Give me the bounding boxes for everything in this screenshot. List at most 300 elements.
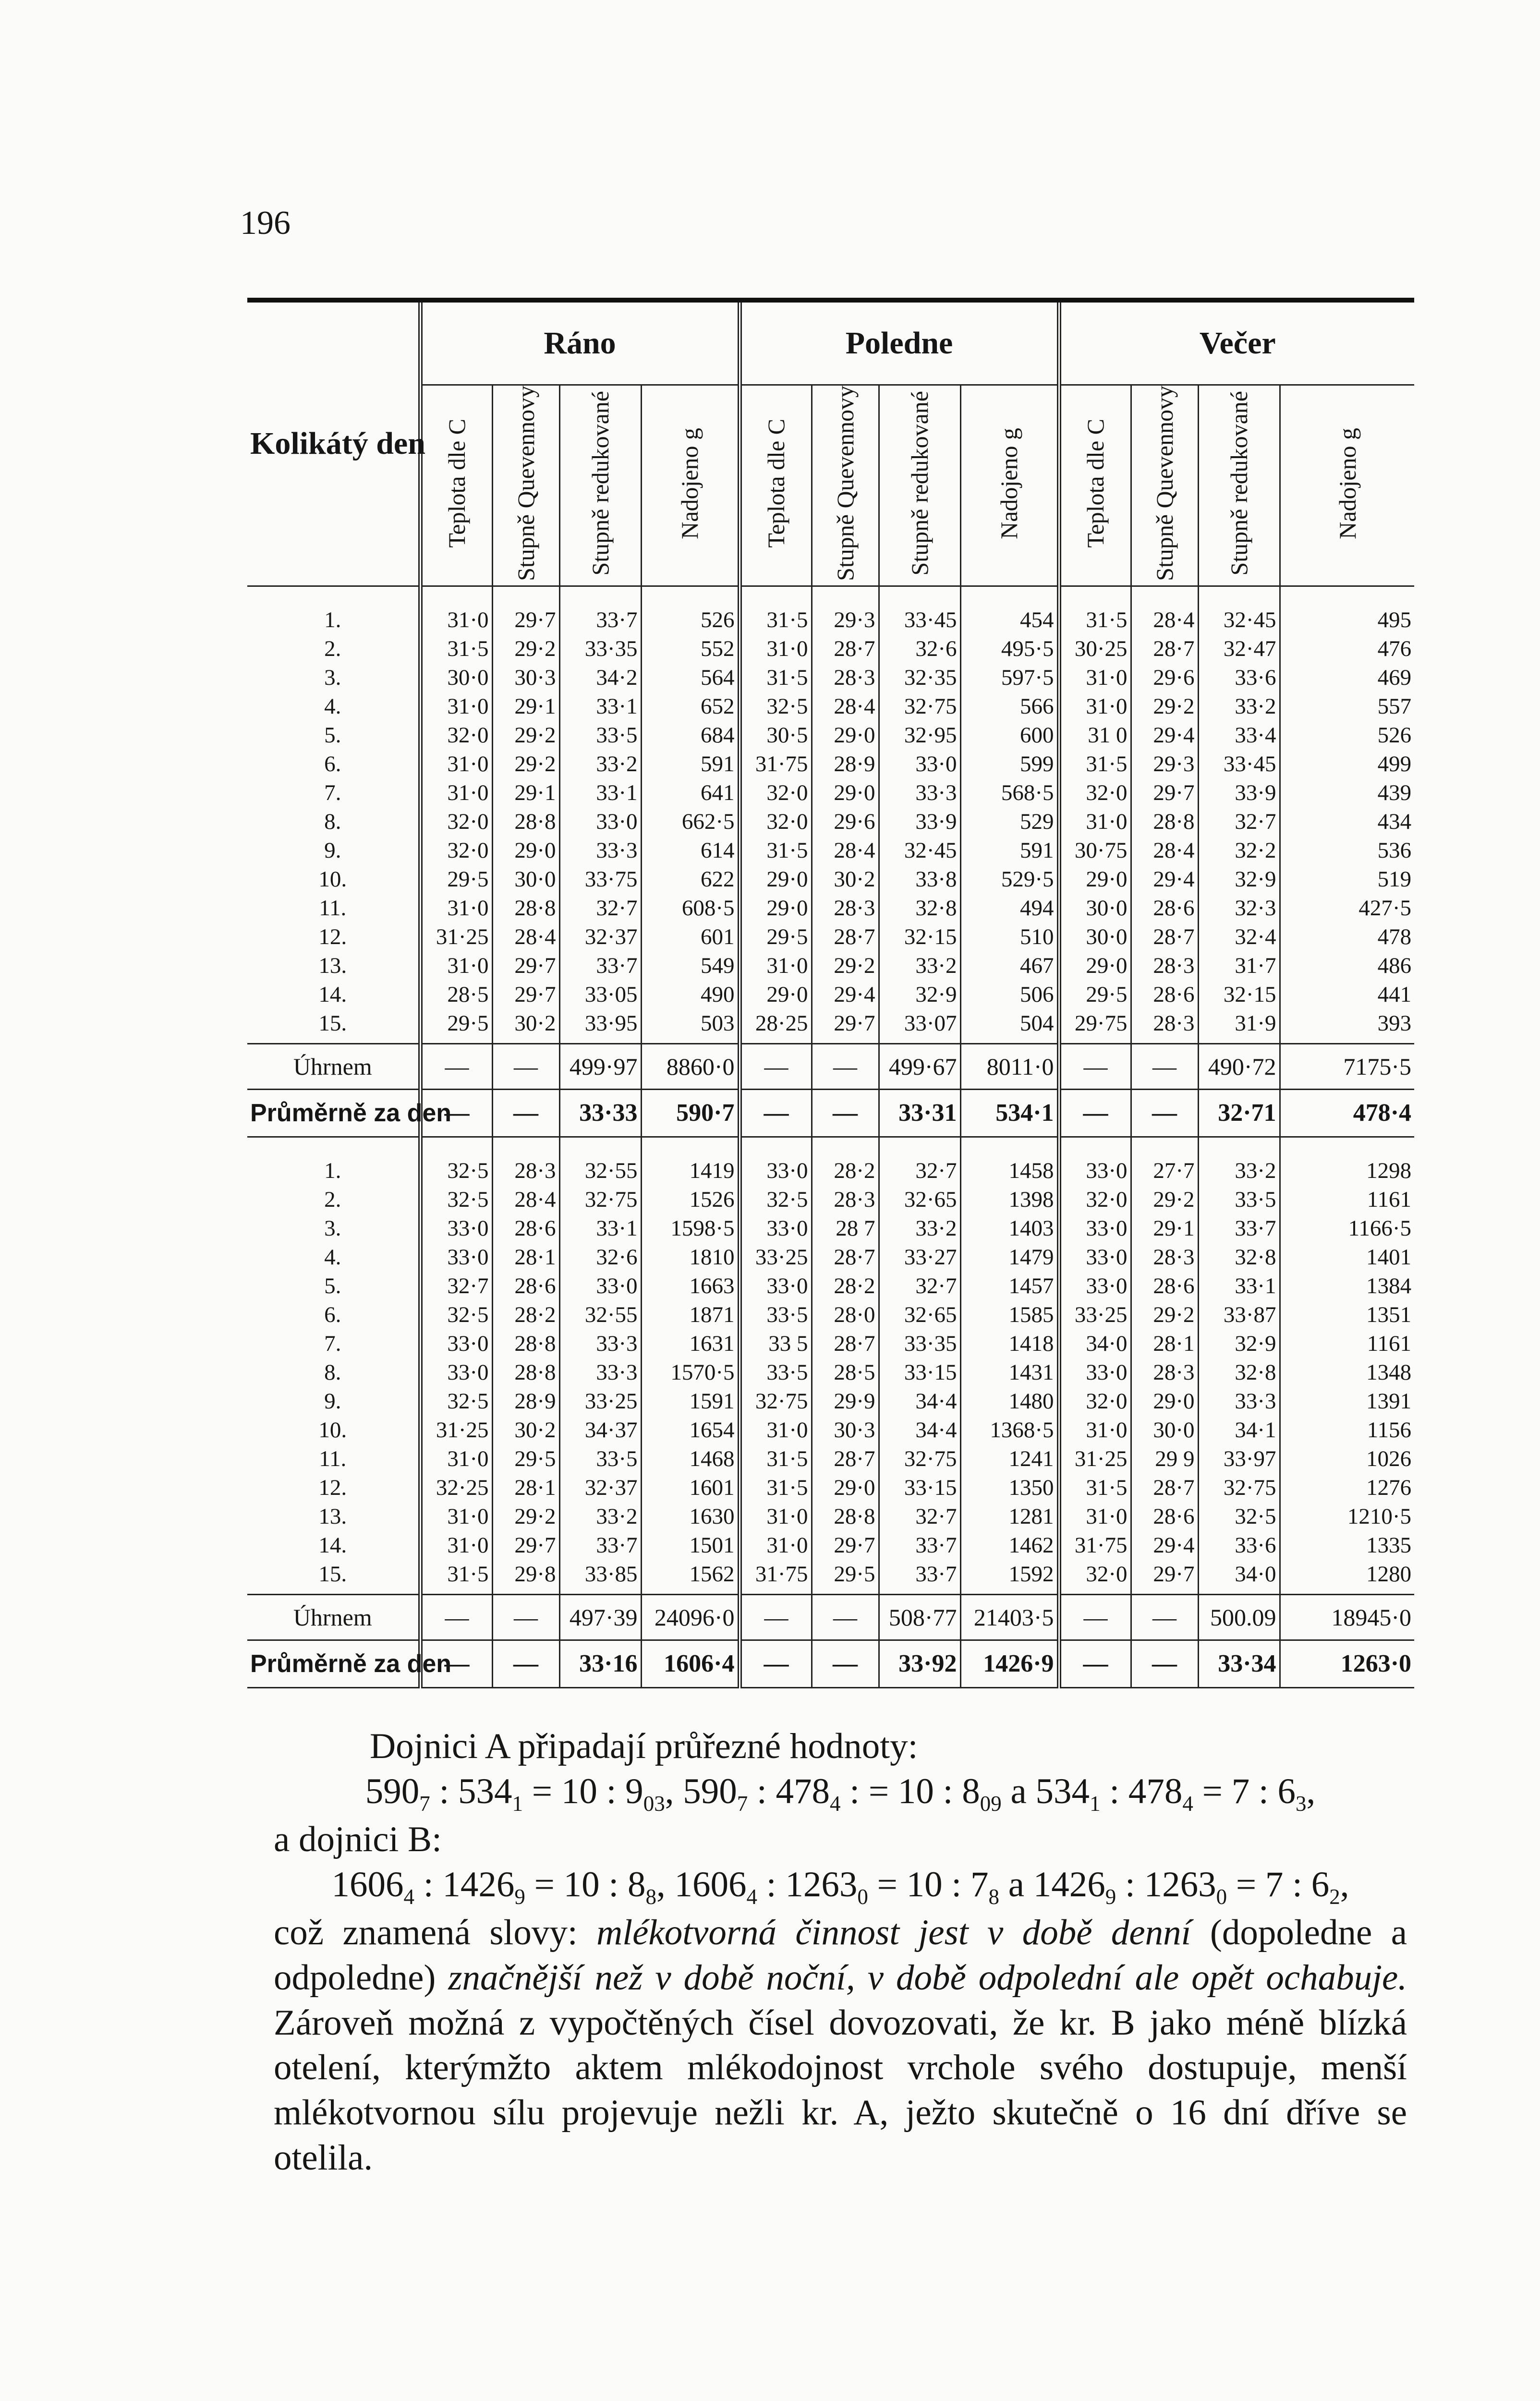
value-cell: 30·2 xyxy=(492,1416,559,1445)
average-row-value: — xyxy=(812,1089,879,1137)
value-cell: 32·0 xyxy=(420,808,492,837)
average-row xyxy=(247,1640,1414,1687)
value-cell: 32·3 xyxy=(1198,894,1280,923)
value-cell: 28·8 xyxy=(492,1330,559,1358)
value-cell: 29·2 xyxy=(1131,1301,1198,1330)
value-cell: 33·25 xyxy=(740,1243,812,1272)
value-cell: 29·0 xyxy=(1131,1387,1198,1416)
value-cell: 31·75 xyxy=(740,750,812,779)
table-row xyxy=(247,923,1414,952)
average-row-label: Průměrně za den xyxy=(247,1640,420,1687)
value-cell: 526 xyxy=(1280,721,1414,750)
total-row-value: — xyxy=(1131,1043,1198,1089)
value-cell: 33·6 xyxy=(1198,1531,1280,1560)
value-cell: 29·1 xyxy=(492,692,559,721)
day-cell: 3. xyxy=(324,1216,341,1241)
value-cell: 33·5 xyxy=(559,721,641,750)
total-row-label: Úhrnem xyxy=(247,1043,420,1089)
value-cell: 1350 xyxy=(960,1474,1059,1503)
table-row xyxy=(247,1243,1414,1272)
value-cell: 32·5 xyxy=(420,1387,492,1416)
value-cell: 31·25 xyxy=(420,1416,492,1445)
average-row-label: Průměrně za den xyxy=(247,1089,420,1137)
value-cell: 1156 xyxy=(1280,1416,1414,1445)
value-cell: 28·7 xyxy=(812,1445,879,1474)
value-cell: 31·5 xyxy=(740,837,812,865)
value-cell: 28·4 xyxy=(492,923,559,952)
value-cell: 32·4 xyxy=(1198,923,1280,952)
average-row-value: — xyxy=(1059,1089,1131,1137)
value-cell: 28·1 xyxy=(492,1243,559,1272)
value-cell: 30·0 xyxy=(1059,923,1131,952)
day-cell: 15. xyxy=(318,1562,347,1587)
day-cell: 15. xyxy=(318,1011,347,1036)
value-cell: 31·0 xyxy=(1059,1503,1131,1531)
value-cell: 33·6 xyxy=(1198,664,1280,692)
value-cell: 33·0 xyxy=(740,1272,812,1301)
value-cell: 28 7 xyxy=(812,1214,879,1243)
col-header-reduced: Stupně redukované xyxy=(1225,391,1252,576)
row-label-header: Kolikátý den xyxy=(247,303,420,586)
value-cell: 28·3 xyxy=(812,664,879,692)
value-cell: 33·2 xyxy=(559,750,641,779)
value-cell: 1398 xyxy=(960,1186,1059,1214)
table-row xyxy=(247,865,1414,894)
value-cell: 32·75 xyxy=(740,1387,812,1416)
value-cell: 1368·5 xyxy=(960,1416,1059,1445)
value-cell: 33·27 xyxy=(879,1243,960,1272)
value-cell: 32·95 xyxy=(879,721,960,750)
value-cell: 31·7 xyxy=(1198,952,1280,981)
value-cell: 34·0 xyxy=(1059,1330,1131,1358)
value-cell: 28·4 xyxy=(812,837,879,865)
value-cell: 1241 xyxy=(960,1445,1059,1474)
value-cell: 29·0 xyxy=(492,837,559,865)
value-cell: 1654 xyxy=(641,1416,740,1445)
value-cell: 28·7 xyxy=(812,1243,879,1272)
value-cell: 29·2 xyxy=(492,750,559,779)
value-cell: 467 xyxy=(960,952,1059,981)
value-cell: 28·8 xyxy=(812,1503,879,1531)
value-cell: 28·4 xyxy=(492,1186,559,1214)
value-cell: 33·25 xyxy=(1059,1301,1131,1330)
value-cell: 1591 xyxy=(641,1387,740,1416)
value-cell: 32·0 xyxy=(1059,779,1131,808)
value-cell: 32·8 xyxy=(1198,1358,1280,1387)
value-cell: 29·2 xyxy=(492,635,559,664)
value-cell: 30·0 xyxy=(1131,1416,1198,1445)
value-cell: 529·5 xyxy=(960,865,1059,894)
value-cell: 33·0 xyxy=(559,1272,641,1301)
value-cell: 28·2 xyxy=(812,1272,879,1301)
value-cell: 1501 xyxy=(641,1531,740,1560)
value-cell: 641 xyxy=(641,779,740,808)
value-cell: 28·7 xyxy=(812,923,879,952)
value-cell: 28·7 xyxy=(812,1330,879,1358)
value-cell: 33·7 xyxy=(879,1531,960,1560)
value-cell: 32·65 xyxy=(879,1186,960,1214)
day-cell: 11. xyxy=(319,896,347,921)
value-cell: 33·2 xyxy=(1198,1137,1280,1186)
total-row-value: — xyxy=(740,1594,812,1640)
average-row-value: 32·71 xyxy=(1198,1089,1280,1137)
value-cell: 31·75 xyxy=(1059,1531,1131,1560)
value-cell: 32·55 xyxy=(559,1137,641,1186)
value-cell: 476 xyxy=(1280,635,1414,664)
page-number: 196 xyxy=(240,205,291,242)
day-cell: 2. xyxy=(324,636,341,662)
value-cell: 32·5 xyxy=(420,1301,492,1330)
value-cell: 33·07 xyxy=(879,1009,960,1044)
value-cell: 1562 xyxy=(641,1560,740,1595)
value-cell: 29·7 xyxy=(812,1531,879,1560)
day-cell: 6. xyxy=(324,1302,341,1328)
value-cell: 31·25 xyxy=(1059,1445,1131,1474)
value-cell: 33·0 xyxy=(559,808,641,837)
value-cell: 1663 xyxy=(641,1272,740,1301)
value-cell: 29·7 xyxy=(492,981,559,1009)
value-cell: 33·0 xyxy=(1059,1243,1131,1272)
total-row-value: — xyxy=(812,1043,879,1089)
table-row xyxy=(247,1445,1414,1474)
milk-yield-table xyxy=(247,303,1414,1688)
value-cell: 33·9 xyxy=(879,808,960,837)
value-cell: 33·0 xyxy=(1059,1358,1131,1387)
value-cell: 29·2 xyxy=(1131,692,1198,721)
value-cell: 557 xyxy=(1280,692,1414,721)
col-header-reduced: Stupně redukované xyxy=(586,391,614,576)
average-row-value: 1606·4 xyxy=(641,1640,740,1687)
value-cell: 478 xyxy=(1280,923,1414,952)
value-cell: 29·6 xyxy=(812,808,879,837)
value-cell: 29·0 xyxy=(740,865,812,894)
total-row-label: Úhrnem xyxy=(247,1594,420,1640)
value-cell: 536 xyxy=(1280,837,1414,865)
value-cell: 33·0 xyxy=(1059,1137,1131,1186)
value-cell: 1468 xyxy=(641,1445,740,1474)
value-cell: 33·0 xyxy=(879,750,960,779)
table-row xyxy=(247,808,1414,837)
value-cell: 454 xyxy=(960,586,1059,635)
value-cell: 34·37 xyxy=(559,1416,641,1445)
value-cell: 33·97 xyxy=(1198,1445,1280,1474)
col-header-temperature: Teplota dle C xyxy=(763,419,790,548)
value-cell: 31·25 xyxy=(420,923,492,952)
total-row-value: 8011·0 xyxy=(960,1043,1059,1089)
value-cell: 33·0 xyxy=(420,1214,492,1243)
value-cell: 1335 xyxy=(1280,1531,1414,1560)
table-row xyxy=(247,692,1414,721)
value-cell: 32·37 xyxy=(559,923,641,952)
value-cell: 28·3 xyxy=(492,1137,559,1186)
value-cell: 393 xyxy=(1280,1009,1414,1044)
intro-line-a: Dojnici A připadají průřezné hodnoty: xyxy=(370,1726,918,1766)
value-cell: 33·45 xyxy=(1198,750,1280,779)
day-cell: 11. xyxy=(319,1446,347,1472)
value-cell: 599 xyxy=(960,750,1059,779)
value-cell: 33·15 xyxy=(879,1474,960,1503)
value-cell: 33·75 xyxy=(559,865,641,894)
value-cell: 1166·5 xyxy=(1280,1214,1414,1243)
value-cell: 31·0 xyxy=(1059,692,1131,721)
value-cell: 31·5 xyxy=(1059,750,1131,779)
value-cell: 33·35 xyxy=(879,1330,960,1358)
table-row xyxy=(247,894,1414,923)
value-cell: 28·6 xyxy=(1131,894,1198,923)
conclusion-paragraph: což znamená slovy: mlékotvorná činnost jest v době denní (dopoledne a odpoledne) značnější než v době noční, v době odpolední ale opět ochabuje. Zároveň možná z vypočtěných čísel dovozovati, že kr. B jako méně blízká otelení, kterýmžto aktem mlékodojnost vrchole svého dostupuje, menší mlékotvornou sílu projevuje nežli kr. A, ježto skutečně o 16 dní dříve se otelila. xyxy=(274,1913,1407,2178)
average-row-value: 478·4 xyxy=(1280,1089,1414,1137)
average-row-value: 1263·0 xyxy=(1280,1640,1414,1687)
total-row-value: 24096·0 xyxy=(641,1594,740,1640)
value-cell: 29·1 xyxy=(1131,1214,1198,1243)
value-cell: 30·2 xyxy=(492,1009,559,1044)
day-cell: 10. xyxy=(318,867,347,892)
value-cell: 32·7 xyxy=(879,1137,960,1186)
day-cell: 10. xyxy=(318,1418,347,1443)
value-cell: 33·3 xyxy=(559,837,641,865)
value-cell: 1351 xyxy=(1280,1301,1414,1330)
value-cell: 1276 xyxy=(1280,1474,1414,1503)
value-cell: 32·7 xyxy=(879,1272,960,1301)
value-cell: 32·75 xyxy=(559,1186,641,1214)
value-cell: 526 xyxy=(641,586,740,635)
value-cell: 33·7 xyxy=(879,1560,960,1595)
value-cell: 1161 xyxy=(1280,1330,1414,1358)
value-cell: 31·5 xyxy=(740,1445,812,1474)
value-cell: 503 xyxy=(641,1009,740,1044)
value-cell: 434 xyxy=(1280,808,1414,837)
value-cell: 28·6 xyxy=(492,1214,559,1243)
value-cell: 1458 xyxy=(960,1137,1059,1186)
value-cell: 32·9 xyxy=(879,981,960,1009)
value-cell: 1298 xyxy=(1280,1137,1414,1186)
value-cell: 29·4 xyxy=(1131,865,1198,894)
value-cell: 29·2 xyxy=(1131,1186,1198,1214)
value-cell: 33·85 xyxy=(559,1560,641,1595)
day-cell: 5. xyxy=(324,1273,341,1299)
total-row-value: — xyxy=(492,1594,559,1640)
value-cell: 506 xyxy=(960,981,1059,1009)
value-cell: 33·2 xyxy=(559,1503,641,1531)
value-cell: 32·15 xyxy=(1198,981,1280,1009)
value-cell: 33·0 xyxy=(420,1358,492,1387)
average-row-value: 33·34 xyxy=(1198,1640,1280,1687)
value-cell: 1585 xyxy=(960,1301,1059,1330)
value-cell: 31·0 xyxy=(1059,664,1131,692)
value-cell: 33·5 xyxy=(1198,1186,1280,1214)
value-cell: 1403 xyxy=(960,1214,1059,1243)
value-cell: 32·6 xyxy=(879,635,960,664)
average-row-value: 534·1 xyxy=(960,1089,1059,1137)
value-cell: 32·55 xyxy=(559,1301,641,1330)
value-cell: 34·2 xyxy=(559,664,641,692)
total-row-value: 18945·0 xyxy=(1280,1594,1414,1640)
value-cell: 28·4 xyxy=(1131,837,1198,865)
value-cell: 441 xyxy=(1280,981,1414,1009)
value-cell: 33·95 xyxy=(559,1009,641,1044)
value-cell: 30·0 xyxy=(492,865,559,894)
value-cell: 29·75 xyxy=(1059,1009,1131,1044)
value-cell: 31·75 xyxy=(740,1560,812,1595)
value-cell: 28·3 xyxy=(1131,952,1198,981)
value-cell: 486 xyxy=(1280,952,1414,981)
value-cell: 28·3 xyxy=(1131,1358,1198,1387)
value-cell: 1431 xyxy=(960,1358,1059,1387)
table-row xyxy=(247,1330,1414,1358)
value-cell: 28·4 xyxy=(1131,586,1198,635)
value-cell: 28·6 xyxy=(492,1272,559,1301)
value-cell: 439 xyxy=(1280,779,1414,808)
total-row-value: — xyxy=(812,1594,879,1640)
value-cell: 31·0 xyxy=(420,586,492,635)
value-cell: 32·35 xyxy=(879,664,960,692)
value-cell: 32·0 xyxy=(420,721,492,750)
value-cell: 652 xyxy=(641,692,740,721)
value-cell: 1419 xyxy=(641,1137,740,1186)
value-cell: 33·0 xyxy=(420,1243,492,1272)
value-cell: 32·65 xyxy=(879,1301,960,1330)
day-cell: 7. xyxy=(324,1331,341,1357)
value-cell: 662·5 xyxy=(641,808,740,837)
value-cell: 31·5 xyxy=(420,1560,492,1595)
value-cell: 29·7 xyxy=(492,1531,559,1560)
value-cell: 29·3 xyxy=(812,586,879,635)
value-cell: 28·8 xyxy=(1131,808,1198,837)
value-cell: 1210·5 xyxy=(1280,1503,1414,1531)
value-cell: 32·25 xyxy=(420,1474,492,1503)
value-cell: 34·1 xyxy=(1198,1416,1280,1445)
value-cell: 29·0 xyxy=(812,721,879,750)
col-header-yield: Nadojeno g xyxy=(1334,427,1361,539)
average-row-value: — xyxy=(740,1089,812,1137)
average-row-value: 33·31 xyxy=(879,1089,960,1137)
value-cell: 33·4 xyxy=(1198,721,1280,750)
table-row xyxy=(247,750,1414,779)
value-cell: 614 xyxy=(641,837,740,865)
value-cell: 519 xyxy=(1280,865,1414,894)
value-cell: 28·1 xyxy=(1131,1330,1198,1358)
value-cell: 33·1 xyxy=(559,779,641,808)
table-row xyxy=(247,1009,1414,1044)
value-cell: 29·0 xyxy=(1059,865,1131,894)
average-row-value: — xyxy=(1131,1089,1198,1137)
value-cell: 28·6 xyxy=(1131,981,1198,1009)
value-cell: 31·5 xyxy=(1059,586,1131,635)
value-cell: 32·7 xyxy=(879,1503,960,1531)
value-cell: 684 xyxy=(641,721,740,750)
value-cell: 28·2 xyxy=(812,1137,879,1186)
value-cell: 33·3 xyxy=(879,779,960,808)
value-cell: 31·0 xyxy=(740,1531,812,1560)
value-cell: 33·0 xyxy=(1059,1272,1131,1301)
value-cell: 427·5 xyxy=(1280,894,1414,923)
col-header-quevenne: Stupně Quevennovy xyxy=(512,386,539,581)
table-header xyxy=(247,303,1414,586)
table-row xyxy=(247,664,1414,692)
value-cell: 31·0 xyxy=(420,779,492,808)
value-cell: 28·3 xyxy=(812,1186,879,1214)
total-row-value: 21403·5 xyxy=(960,1594,1059,1640)
day-cell: 4. xyxy=(324,1245,341,1270)
average-row-value: — xyxy=(740,1640,812,1687)
value-cell: 28·8 xyxy=(492,808,559,837)
section-a-body xyxy=(247,586,1414,1137)
value-cell: 29·6 xyxy=(1131,664,1198,692)
col-header-temperature: Teplota dle C xyxy=(1082,419,1109,548)
value-cell: 1631 xyxy=(641,1330,740,1358)
average-row-value: — xyxy=(420,1089,492,1137)
value-cell: 30·5 xyxy=(740,721,812,750)
value-cell: 31·5 xyxy=(420,635,492,664)
total-row-value: — xyxy=(420,1043,492,1089)
value-cell: 28·3 xyxy=(812,894,879,923)
value-cell: 30·25 xyxy=(1059,635,1131,664)
table-row xyxy=(247,1387,1414,1416)
value-cell: 33·7 xyxy=(559,1531,641,1560)
value-cell: 31·0 xyxy=(740,952,812,981)
value-cell: 529 xyxy=(960,808,1059,837)
value-cell: 495 xyxy=(1280,586,1414,635)
value-cell: 29·5 xyxy=(492,1445,559,1474)
value-cell: 31·0 xyxy=(1059,808,1131,837)
value-cell: 32·5 xyxy=(420,1186,492,1214)
value-cell: 499 xyxy=(1280,750,1414,779)
value-cell: 29·8 xyxy=(492,1560,559,1595)
table-row xyxy=(247,586,1414,635)
value-cell: 32·75 xyxy=(1198,1474,1280,1503)
value-cell: 32·0 xyxy=(420,837,492,865)
day-cell: 9. xyxy=(324,838,341,863)
table-row xyxy=(247,779,1414,808)
value-cell: 1479 xyxy=(960,1243,1059,1272)
value-cell: 32·0 xyxy=(740,808,812,837)
value-cell: 1457 xyxy=(960,1272,1059,1301)
total-row-value: — xyxy=(492,1043,559,1089)
value-cell: 28·7 xyxy=(1131,923,1198,952)
value-cell: 28·0 xyxy=(812,1301,879,1330)
average-row-value: 33·16 xyxy=(559,1640,641,1687)
value-cell: 28·6 xyxy=(1131,1272,1198,1301)
value-cell: 32·47 xyxy=(1198,635,1280,664)
value-cell: 31·0 xyxy=(420,1445,492,1474)
value-cell: 33·87 xyxy=(1198,1301,1280,1330)
value-cell: 32·75 xyxy=(879,1445,960,1474)
value-cell: 33·35 xyxy=(559,635,641,664)
day-cell: 5. xyxy=(324,723,341,748)
value-cell: 28·2 xyxy=(492,1301,559,1330)
total-row-value: — xyxy=(1059,1043,1131,1089)
value-cell: 29·7 xyxy=(492,586,559,635)
average-row-value: — xyxy=(1131,1640,1198,1687)
value-cell: 29·0 xyxy=(740,981,812,1009)
total-row xyxy=(247,1594,1414,1640)
day-cell: 3. xyxy=(324,665,341,691)
value-cell: 28·9 xyxy=(812,750,879,779)
average-row-value: — xyxy=(492,1089,559,1137)
day-cell: 8. xyxy=(324,809,341,835)
table-row xyxy=(247,981,1414,1009)
col-header-quevenne: Stupně Quevennovy xyxy=(831,386,859,581)
day-cell: 12. xyxy=(318,1475,347,1501)
table-row xyxy=(247,1137,1414,1186)
value-cell: 29·7 xyxy=(812,1009,879,1044)
value-cell: 28·7 xyxy=(1131,635,1198,664)
value-cell: 34·4 xyxy=(879,1416,960,1445)
day-cell: 1. xyxy=(324,607,341,633)
value-cell: 29·2 xyxy=(492,1503,559,1531)
value-cell: 29·5 xyxy=(420,865,492,894)
value-cell: 32·75 xyxy=(879,692,960,721)
